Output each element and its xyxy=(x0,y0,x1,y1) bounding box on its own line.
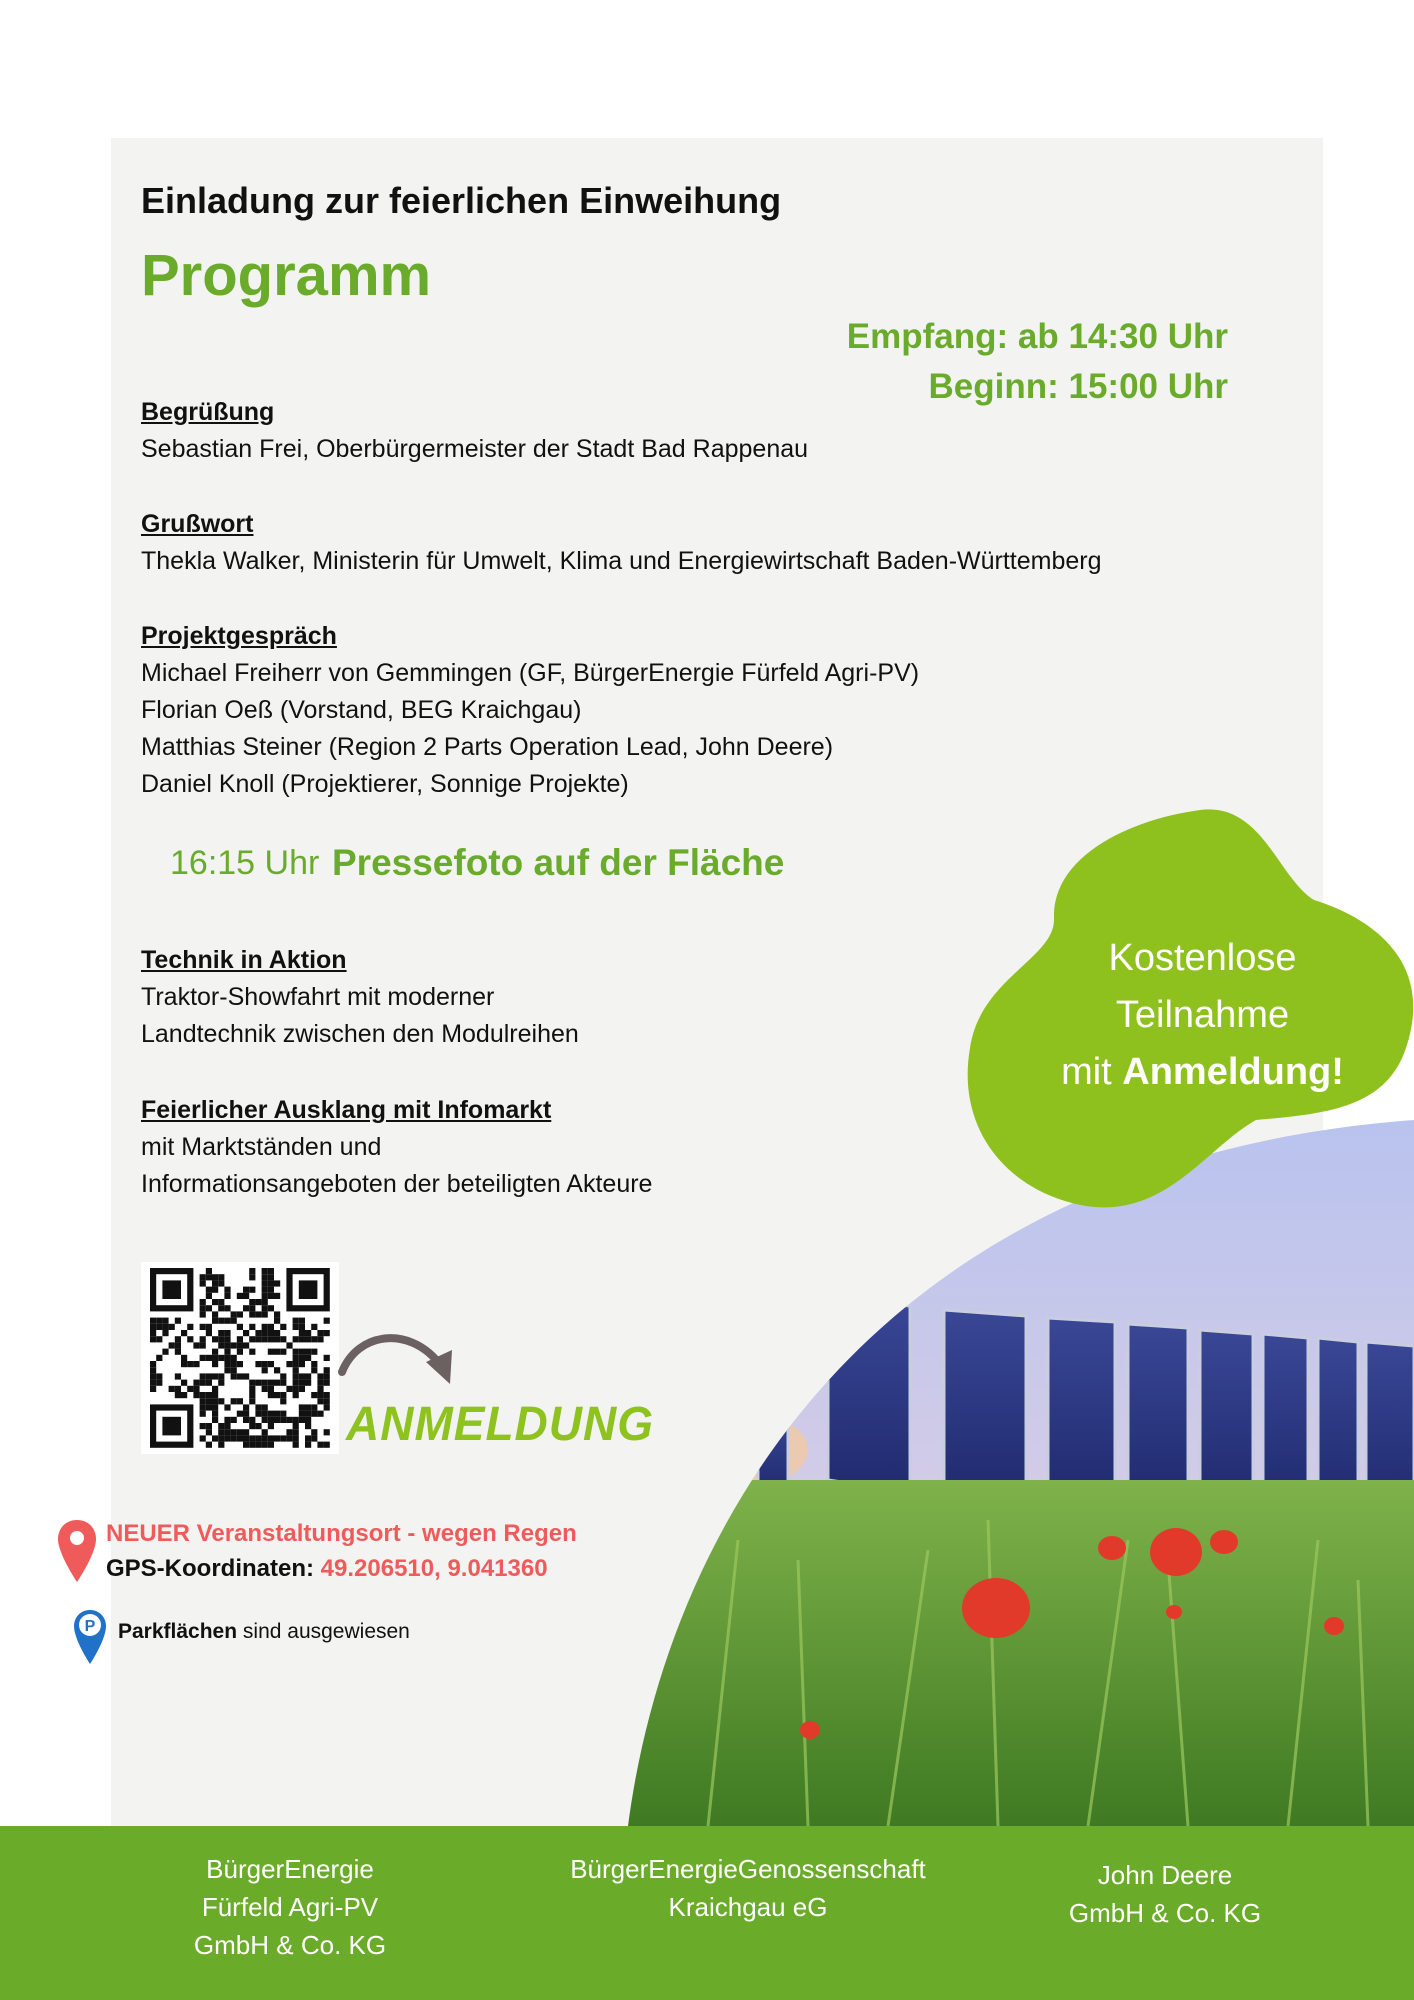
section-line: mit Marktständen und xyxy=(141,1133,382,1161)
section-heading: Begrüßung xyxy=(141,398,275,426)
footer-line: BürgerEnergie xyxy=(206,1854,374,1884)
agri-pv-photo xyxy=(628,1120,1414,1826)
reception-time: Empfang: ab 14:30 Uhr xyxy=(846,317,1228,356)
gps-coordinates xyxy=(106,1555,548,1583)
parking-pin-icon xyxy=(72,1608,108,1666)
section-project-talk xyxy=(141,618,919,803)
parking-rest: sind ausgewiesen xyxy=(242,1620,410,1643)
footer-org-john-deere xyxy=(1040,1856,1290,1932)
section-welcome xyxy=(141,394,808,468)
registration-label[interactable]: ANMELDUNG xyxy=(346,1395,654,1451)
badge-line: Kostenlose xyxy=(1108,937,1297,979)
section-line: Sebastian Frei, Oberbürgermeister der Stadt Bad Rappenau xyxy=(141,435,809,463)
section-line: Traktor-Showfahrt mit moderner xyxy=(141,983,495,1011)
parking-bold: Parkflächen xyxy=(118,1620,238,1643)
badge-bold: Anmeldung! xyxy=(1122,1051,1344,1093)
start-time: Beginn: 15:00 Uhr xyxy=(928,367,1228,406)
section-line: Florian Oeß (Vorstand, BEG Kraichgau) xyxy=(141,696,582,724)
footer-line: Kraichgau eG xyxy=(668,1892,828,1922)
badge-prefix: mit xyxy=(1061,1051,1112,1093)
section-line: Landtechnik zwischen den Modulreihen xyxy=(141,1020,579,1048)
venue-change-notice: NEUER Veranstaltungsort - wegen Regen xyxy=(106,1520,577,1547)
section-tech xyxy=(141,942,579,1053)
program-title: Programm xyxy=(141,243,432,308)
location-pin-icon xyxy=(56,1518,98,1584)
section-heading: Grußwort xyxy=(141,510,254,538)
free-participation-badge xyxy=(1000,930,1405,1101)
footer-line: BürgerEnergieGenossenschaft xyxy=(570,1854,926,1884)
section-line: Matthias Steiner (Region 2 Parts Operation Lead, John Deere) xyxy=(141,733,834,761)
section-line: Daniel Knoll (Projektierer, Sonnige Projekte) xyxy=(141,770,629,798)
badge-line: Teilnahme xyxy=(1115,994,1290,1036)
section-heading: Technik in Aktion xyxy=(141,946,347,974)
section-heading: Projektgespräch xyxy=(141,622,337,650)
badge-line xyxy=(1000,1044,1405,1101)
section-line: Informationsangeboten der beteiligten Akteure xyxy=(141,1170,653,1198)
invitation-heading: Einladung zur feierlichen Einweihung xyxy=(141,180,782,221)
section-closing xyxy=(141,1092,652,1203)
section-greeting xyxy=(141,506,1102,580)
parking-info xyxy=(118,1620,410,1644)
svg-text:P: P xyxy=(84,1618,96,1635)
gps-value[interactable]: 49.206510, 9.041360 xyxy=(320,1555,548,1582)
footer-line: GmbH & Co. KG xyxy=(1068,1898,1262,1928)
footer-line: GmbH & Co. KG xyxy=(193,1930,387,1960)
footer-line: Fürfeld Agri-PV xyxy=(201,1892,379,1922)
section-line: Michael Freiherr von Gemmingen (GF, BürgerEnergie Fürfeld Agri-PV) xyxy=(141,659,920,687)
footer-line: John Deere xyxy=(1097,1860,1233,1890)
footer-org-fuerfeld xyxy=(180,1850,400,1964)
footer-org-beg-kraichgau xyxy=(540,1850,956,1926)
curved-arrow-icon xyxy=(338,1320,458,1390)
registration-qr-code[interactable] xyxy=(141,1262,339,1454)
section-line: Thekla Walker, Ministerin für Umwelt, Klima und Energiewirtschaft Baden-Württemberg xyxy=(141,547,1102,575)
press-photo-time: 16:15 Uhr xyxy=(170,844,320,882)
gps-label: GPS-Koordinaten: xyxy=(106,1555,314,1582)
time-info xyxy=(847,312,1228,412)
section-heading: Feierlicher Ausklang mit Infomarkt xyxy=(141,1096,552,1124)
press-photo-title: Pressefoto auf der Fläche xyxy=(332,842,785,883)
